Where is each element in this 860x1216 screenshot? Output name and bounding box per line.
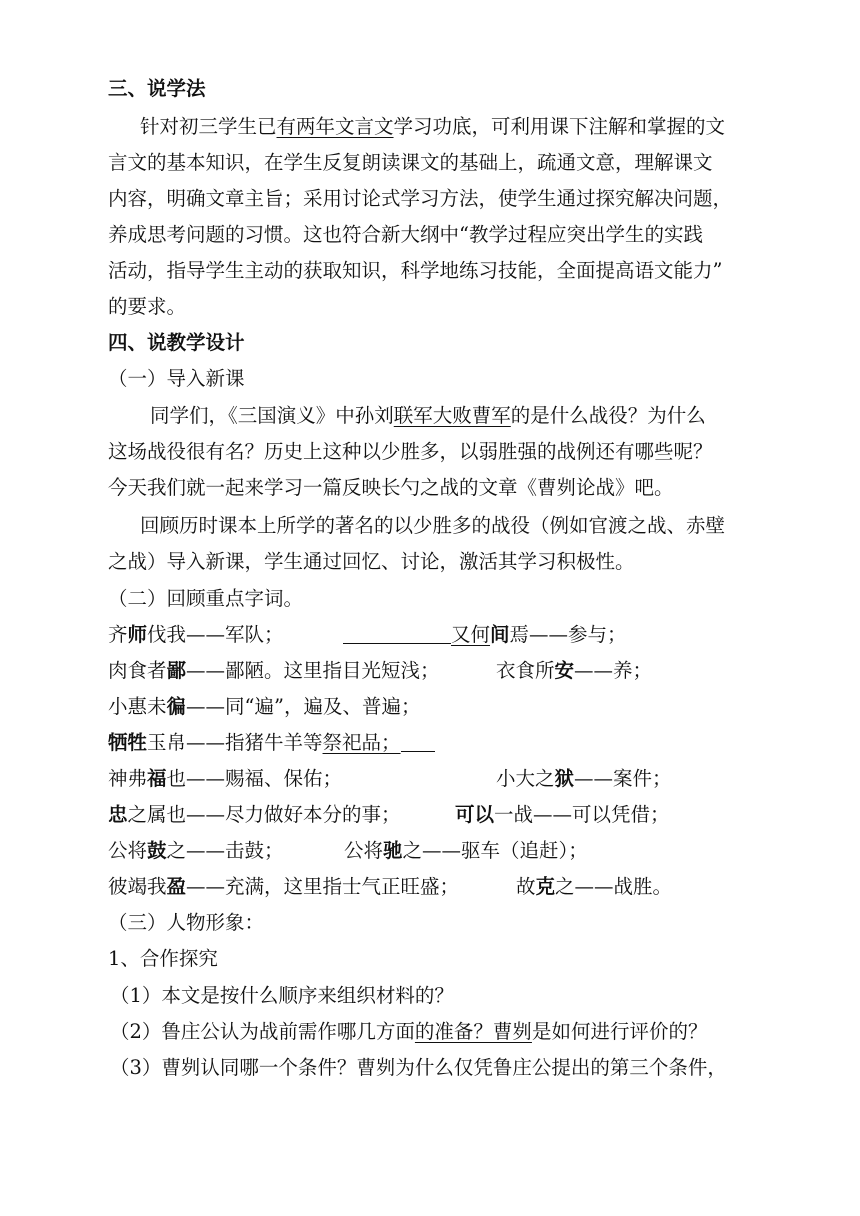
vocab-row-5b: 小大之狱——案件；	[496, 767, 672, 790]
vocab-row-5a: 神弗福也——赐福、保佑；	[108, 767, 343, 790]
fill-in-blank	[343, 625, 451, 644]
study-method-line-2: 言文的基本知识，在学生反复朗读课文的基础上，疏通文意，理解课文	[108, 151, 713, 174]
cooperative-inquiry-heading: 1、合作探究	[108, 947, 218, 970]
question-2: （2）鲁庄公认为战前需作哪几方面的准备？曹刿是如何进行评价的？	[110, 1020, 708, 1043]
subsection-2-heading: （二）回顾重点字词。	[108, 587, 304, 610]
study-method-line-1: 针对初三学生已有两年文言文学习功底，可利用课下注解和掌握的文	[140, 115, 726, 138]
vocab-row-3: 小惠未徧——同“遍”，遍及、普遍；	[108, 695, 421, 718]
vocab-row-6a: 忠之属也——尽力做好本分的事；	[108, 803, 401, 826]
vocab-row-2b: 衣食所安——养；	[496, 659, 653, 682]
vocab-row-7b: 公将驰之——驱车（追赶）；	[344, 839, 588, 862]
vocab-row-8a: 彼竭我盈——充满，这里指士气正旺盛；	[108, 875, 460, 898]
intro-line-2: 这场战役很有名？历史上这种以少胜多，以弱胜强的战例还有哪些呢？	[108, 440, 713, 463]
vocab-row-1b: 又何间焉——参与；	[343, 623, 627, 647]
section-4-heading: 四、说教学设计	[108, 331, 245, 354]
review-line-1: 回顾历时课本上所学的著名的以少胜多的战役（例如官渡之战、赤壁	[140, 514, 726, 537]
study-method-line-4: 养成思考问题的习惯。这也符合新大纲中“教学过程应突出学生的实践	[108, 223, 703, 246]
study-method-line-5: 活动，指导学生主动的获取知识，科学地练习技能，全面提高语文能力”	[108, 259, 723, 282]
subsection-3-heading: （三）人物形象：	[108, 911, 265, 934]
section-3-heading: 三、说学法	[108, 77, 206, 100]
subsection-1-heading: （一）导入新课	[108, 367, 245, 390]
vocab-row-2a: 肉食者鄙——鄙陋。这里指目光短浅；	[108, 659, 440, 682]
intro-line-3: 今天我们就一起来学习一篇反映长勺之战的文章《曹刿论战》吧。	[108, 476, 674, 499]
study-method-line-6: 的要求。	[108, 295, 187, 318]
vocab-row-8b: 故克之——战胜。	[516, 875, 673, 898]
vocab-row-6b: 可以一战——可以凭借；	[455, 803, 670, 826]
study-method-line-3: 内容，明确文章主旨；采用讨论式学习方法，使学生通过探究解决问题，	[108, 187, 733, 210]
question-3: （3）曹刿认同哪一个条件？曹刿为什么仅凭鲁庄公提出的第三个条件，	[110, 1056, 727, 1079]
vocab-row-1a: 齐师伐我——军队；	[108, 623, 284, 646]
vocab-row-4: 牺牲玉帛——指猪牛羊等祭祀品；	[108, 731, 435, 755]
vocab-row-7a: 公将鼓之——击鼓；	[108, 839, 284, 862]
review-line-2: 之战）导入新课，学生通过回忆、讨论，激活其学习积极性。	[108, 550, 635, 573]
question-1: （1）本文是按什么顺序来组织材料的？	[110, 984, 454, 1007]
intro-line-1: 同学们，《三国演义》中孙刘联军大败曹军的是什么战役？为什么	[150, 404, 706, 427]
